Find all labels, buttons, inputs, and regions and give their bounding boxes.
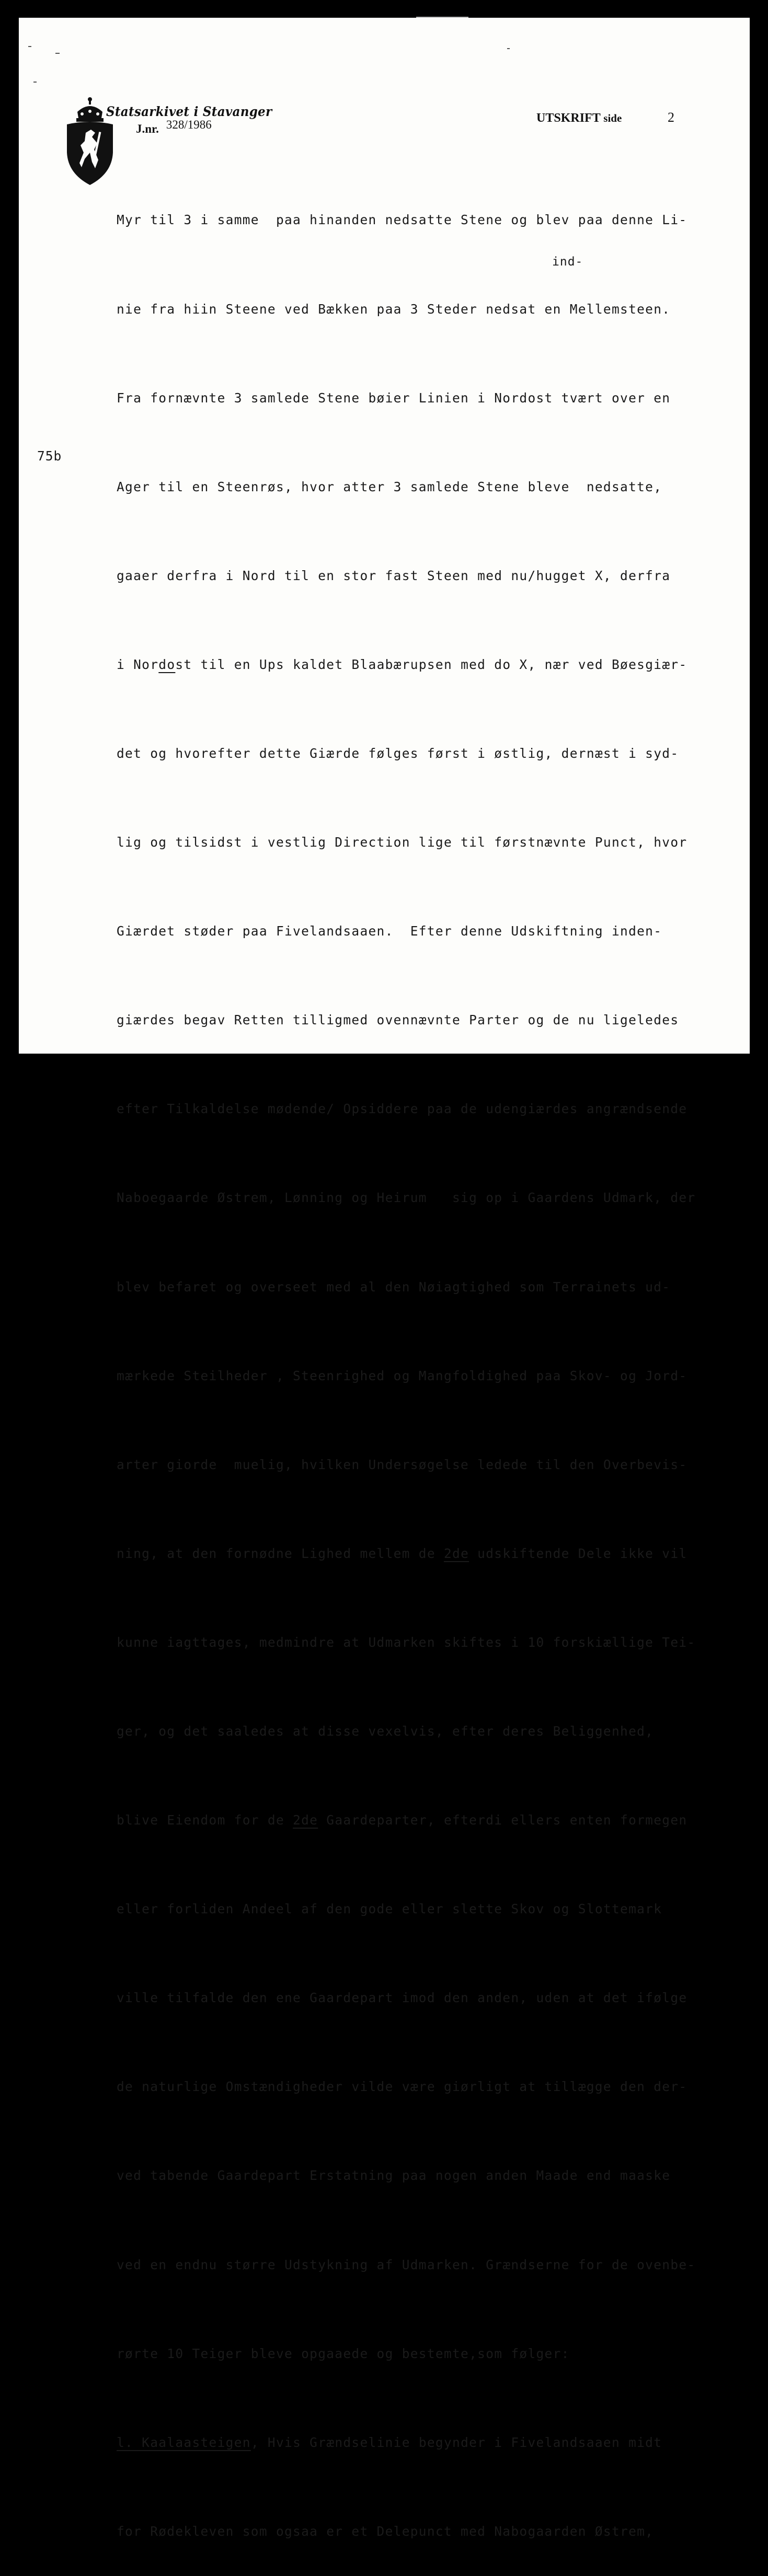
- text-line: ger, og det saaledes at disse vexelvis, efter deres Beliggenhed,: [117, 1724, 654, 1739]
- archive-name: Statsarkivet i Stavanger: [106, 104, 272, 119]
- text-line: efter Tilkaldelse mødende/ Opsiddere paa de udengiærdes angrændsende: [117, 1101, 687, 1117]
- side-label: side: [603, 112, 622, 124]
- speck: [507, 48, 510, 49]
- text-line: Giærdet støder paa Fivelandsaaen. Efter denne Udskiftning inden-: [117, 923, 662, 939]
- interlinear-insertion: ind-: [552, 255, 583, 269]
- body-text: [117, 146, 733, 2576]
- document-type-label: UTSKRIFT: [536, 111, 601, 125]
- jnr-value: 328/1986: [166, 118, 212, 131]
- document-type: [536, 111, 622, 125]
- text-line: det og hvorefter dette Giærde følges først i østlig, dernæst i syd-: [117, 745, 679, 761]
- text-line: blev befaret og overseet med al den Nøiagtighed som Terrainets ud-: [117, 1279, 671, 1295]
- underlined-text: 2de: [443, 1545, 469, 1561]
- text-line: nie fra hiin Steene ved Bækken paa 3 Steder nedsat en Mellemsteen.: [117, 301, 671, 317]
- text-line: eller forliden Andeel af den gode eller slette Skov og Slottemark: [117, 1901, 662, 1917]
- smudge: [416, 17, 468, 18]
- underlined-text: do: [158, 656, 176, 672]
- underlined-text: l. Kaalaasteigen: [117, 2434, 251, 2450]
- margin-note: 75b: [37, 448, 62, 464]
- text-line: for Rødekleven som ogsaa er et Delepunct med Nabogaarden Østrem,: [117, 2523, 654, 2539]
- underlined-text: 2de: [293, 1812, 318, 1828]
- text-line: arter giorde muelig, hvilken Undersøgelse ledede til den Overbevis-: [117, 1457, 687, 1472]
- text-line: ved tabende Gaardepart Erstatning paa nogen anden Maade end maaske: [117, 2168, 671, 2184]
- text-line: ville tilfalde den ene Gaardepart imod den anden, uden at det ifølge: [117, 1990, 687, 2006]
- text-line: l. Kaalaasteigen, Hvis Grændselinie begynder i Fivelandsaaen midt: [117, 2434, 662, 2450]
- text-line: lig og tilsidst i vestlig Direction lige til førstnævnte Punct, hvor: [117, 835, 687, 850]
- text-line: ved en endnu større Udstykning af Udmarken. Grændserne for de ovenbe-: [117, 2257, 696, 2272]
- jnr-label: J.nr.: [136, 122, 159, 135]
- text-line: mærkede Steilheder , Steenrighed og Mangfoldighed paa Skov- og Jord-: [117, 1368, 687, 1383]
- text-line: kunne iagttages, medmindre at Udmarken skiftes i 10 forskiællige Tei-: [117, 1634, 696, 1650]
- speck: [28, 46, 31, 47]
- text-line: giærdes begav Retten tilligmed ovennævnte Parter og de nu ligeledes: [117, 1012, 679, 1028]
- speck: [33, 82, 37, 83]
- text-line: blive Eiendom for de 2de Gaardeparter, efterdi ellers enten formegen: [117, 1812, 687, 1828]
- text-line: Fra fornævnte 3 samlede Stene bøier Linien i Nordost tvært over en: [117, 390, 671, 406]
- text-line: i Nordost til en Ups kaldet Blaabærupsen med do X, nær ved Bøesgiær-: [117, 656, 687, 672]
- text-line: gaaer derfra i Nord til en stor fast Steen med nu/hugget X, derfra: [117, 568, 671, 583]
- text-line: Ager til en Steenrøs, hvor atter 3 samlede Stene bleve nedsatte,: [117, 479, 662, 494]
- text-line: Naboegaarde Østrem, Lønning og Heirum sig op i Gaardens Udmark, der: [117, 1190, 696, 1206]
- text-line: ning, at den fornødne Lighed mellem de 2de udskiftende Dele ikke vil: [117, 1545, 687, 1561]
- text-line: de naturlige Omstændigheder vilde være giørligt at tillægge den der-: [117, 2079, 687, 2095]
- journal-number: [136, 118, 212, 136]
- text-line: Myr til 3 i samme paa hinanden nedsatte Stene og blev paa denne Li-: [117, 212, 687, 228]
- speck: [55, 53, 60, 54]
- text-line: rørte 10 Teiger bleve opgaaede og bestemte,som følger:: [117, 2346, 570, 2361]
- page-number: 2: [668, 110, 674, 125]
